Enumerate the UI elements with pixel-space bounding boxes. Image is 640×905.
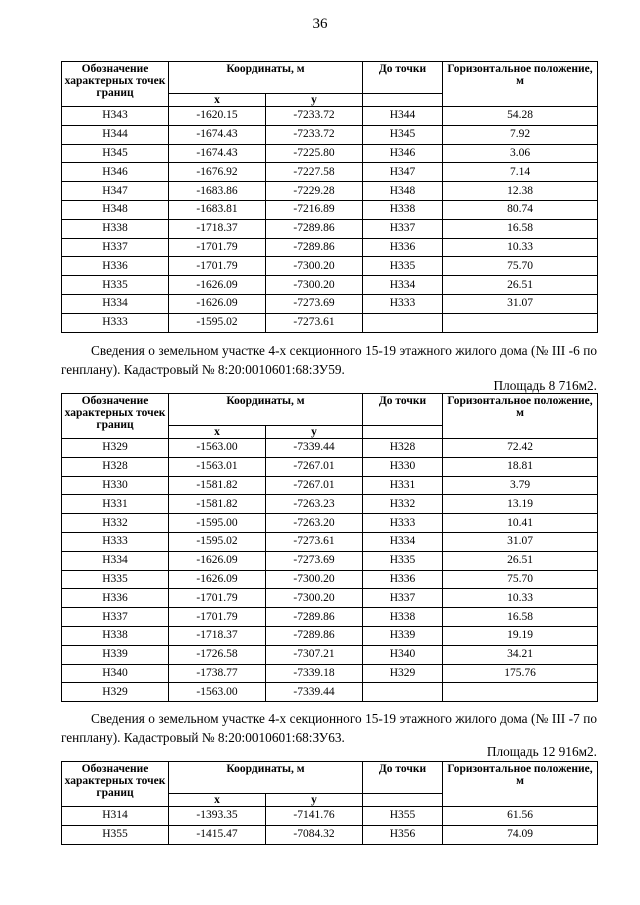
header-to-point: До точки: [363, 762, 443, 794]
cell-to-point: Н330: [363, 457, 443, 476]
cell-y: -7339.44: [266, 683, 363, 702]
cell-distance: 34.21: [443, 645, 598, 664]
cell-distance: 16.58: [443, 608, 598, 627]
cell-y: -7300.20: [266, 276, 363, 295]
cell-y: -7273.61: [266, 313, 363, 332]
cell-distance: 13.19: [443, 495, 598, 514]
cell-y: -7300.20: [266, 257, 363, 276]
cell-y: -7233.72: [266, 107, 363, 126]
cell-x: -1595.02: [169, 313, 266, 332]
cell-to-point: Н337: [363, 219, 443, 238]
header-y: у: [266, 794, 363, 807]
header-x: х: [169, 426, 266, 439]
cell-x: -1563.00: [169, 683, 266, 702]
header-point: Обозначение характерных точек границ: [62, 762, 169, 807]
cell-point: Н345: [62, 144, 169, 163]
cell-x: -1718.37: [169, 626, 266, 645]
cell-x: -1683.86: [169, 182, 266, 201]
cell-to-point: Н338: [363, 200, 443, 219]
header-distance: Горизонтальное положение, м: [443, 62, 598, 107]
cell-point: Н347: [62, 182, 169, 201]
table-row: [62, 570, 598, 589]
cell-x: -1701.79: [169, 608, 266, 627]
cell-y: -7289.86: [266, 626, 363, 645]
cell-distance: 7.92: [443, 125, 598, 144]
cell-point: Н339: [62, 645, 169, 664]
section-2-area: Площадь 8 716м2.: [493, 378, 597, 393]
cell-distance: 10.33: [443, 589, 598, 608]
cell-x: -1674.43: [169, 125, 266, 144]
cell-x: -1626.09: [169, 551, 266, 570]
coordinates-table-1: [61, 61, 598, 333]
cell-x: -1718.37: [169, 219, 266, 238]
header-x: х: [169, 94, 266, 107]
cell-point: Н335: [62, 570, 169, 589]
page-number: 36: [312, 16, 328, 32]
cell-x: -1683.81: [169, 200, 266, 219]
cell-y: -7267.01: [266, 457, 363, 476]
cell-y: -7289.86: [266, 238, 363, 257]
cell-distance: 12.38: [443, 182, 598, 201]
cell-x: -1563.01: [169, 457, 266, 476]
table-row: [62, 276, 598, 295]
cell-point: Н333: [62, 532, 169, 551]
table-row: [62, 144, 598, 163]
header-to-point-empty: [363, 426, 443, 439]
cell-to-point: Н344: [363, 107, 443, 126]
cell-y: -7289.86: [266, 219, 363, 238]
cell-distance: 75.70: [443, 570, 598, 589]
header-x: х: [169, 794, 266, 807]
cell-to-point: Н336: [363, 570, 443, 589]
cell-y: -7339.18: [266, 664, 363, 683]
cell-distance: 31.07: [443, 532, 598, 551]
cell-to-point: Н335: [363, 257, 443, 276]
section-3-paragraph: Сведения о земельном участке 4-х секционного 15-19 этажного жилого дома (№ III -7 по генплану). Кадастровый № 8:20:0010601:68:ЗУ63.: [61, 711, 597, 745]
cell-point: Н328: [62, 457, 169, 476]
cell-distance: 175.76: [443, 664, 598, 683]
cell-distance: 72.42: [443, 439, 598, 458]
cell-point: Н334: [62, 294, 169, 313]
cell-distance: 7.14: [443, 163, 598, 182]
table-row: [62, 439, 598, 458]
cell-point: Н335: [62, 276, 169, 295]
cell-distance: 16.58: [443, 219, 598, 238]
header-coords: Координаты, м: [169, 762, 363, 794]
cell-y: -7300.20: [266, 570, 363, 589]
cell-y: -7225.80: [266, 144, 363, 163]
header-y: у: [266, 426, 363, 439]
cell-x: -1626.09: [169, 276, 266, 295]
table-row: [62, 589, 598, 608]
cell-to-point: Н355: [363, 807, 443, 826]
cell-distance: 3.79: [443, 476, 598, 495]
cell-distance: [443, 683, 598, 702]
table-row: [62, 200, 598, 219]
cell-distance: 10.41: [443, 514, 598, 533]
cell-to-point: Н329: [363, 664, 443, 683]
cell-to-point: Н333: [363, 514, 443, 533]
coordinates-table-2: [61, 393, 598, 702]
section-2-paragraph: Сведения о земельном участке 4-х секционного 15-19 этажного жилого дома (№ III -6 по генплану). Кадастровый № 8:20:0010601:68:ЗУ59.: [61, 343, 597, 377]
cell-to-point: Н356: [363, 825, 443, 844]
cell-point: Н346: [62, 163, 169, 182]
cell-point: Н355: [62, 825, 169, 844]
cell-distance: 10.33: [443, 238, 598, 257]
cell-to-point: Н328: [363, 439, 443, 458]
header-coords: Координаты, м: [169, 62, 363, 94]
table-row: [62, 125, 598, 144]
table-row: [62, 645, 598, 664]
table-row: [62, 683, 598, 702]
cell-to-point: Н334: [363, 276, 443, 295]
cell-x: -1415.47: [169, 825, 266, 844]
table-row: [62, 807, 598, 826]
cell-to-point: Н348: [363, 182, 443, 201]
table-row: [62, 313, 598, 332]
cell-distance: [443, 313, 598, 332]
cell-y: -7227.58: [266, 163, 363, 182]
cell-to-point: Н335: [363, 551, 443, 570]
cell-distance: 26.51: [443, 551, 598, 570]
cell-y: -7273.69: [266, 551, 363, 570]
cell-y: -7273.61: [266, 532, 363, 551]
cell-to-point: [363, 683, 443, 702]
cell-point: Н331: [62, 495, 169, 514]
header-to-point: До точки: [363, 62, 443, 94]
section-2-text: [61, 341, 597, 379]
cell-distance: 31.07: [443, 294, 598, 313]
cell-x: -1620.15: [169, 107, 266, 126]
header-point: Обозначение характерных точек границ: [62, 62, 169, 107]
cell-x: -1393.35: [169, 807, 266, 826]
header-coords: Координаты, м: [169, 394, 363, 426]
header-to-point-empty: [363, 794, 443, 807]
cell-y: -7263.20: [266, 514, 363, 533]
cell-point: Н336: [62, 257, 169, 276]
cell-to-point: Н339: [363, 626, 443, 645]
table-row: [62, 608, 598, 627]
header-distance: Горизонтальное положение, м: [443, 394, 598, 439]
cell-to-point: Н345: [363, 125, 443, 144]
cell-x: -1676.92: [169, 163, 266, 182]
cell-x: -1563.00: [169, 439, 266, 458]
cell-y: -7263.23: [266, 495, 363, 514]
cell-x: -1674.43: [169, 144, 266, 163]
cell-point: Н332: [62, 514, 169, 533]
table-row: [62, 238, 598, 257]
section-3-area: Площадь 12 916м2.: [486, 744, 597, 759]
cell-distance: 80.74: [443, 200, 598, 219]
cell-to-point: Н347: [363, 163, 443, 182]
cell-y: -7307.21: [266, 645, 363, 664]
table-row: [62, 163, 598, 182]
table-row: [62, 514, 598, 533]
table-row: [62, 495, 598, 514]
cell-distance: 19.19: [443, 626, 598, 645]
cell-distance: 3.06: [443, 144, 598, 163]
cell-x: -1701.79: [169, 589, 266, 608]
cell-point: Н314: [62, 807, 169, 826]
cell-point: Н337: [62, 608, 169, 627]
cell-to-point: Н338: [363, 608, 443, 627]
cell-y: -7273.69: [266, 294, 363, 313]
table-row: [62, 476, 598, 495]
cell-y: -7289.86: [266, 608, 363, 627]
cell-to-point: Н340: [363, 645, 443, 664]
cell-x: -1701.79: [169, 238, 266, 257]
section-3-text: [61, 709, 597, 747]
cell-y: -7339.44: [266, 439, 363, 458]
cell-to-point: Н333: [363, 294, 443, 313]
header-to-point-empty: [363, 94, 443, 107]
cell-y: -7084.32: [266, 825, 363, 844]
cell-point: Н344: [62, 125, 169, 144]
cell-point: Н337: [62, 238, 169, 257]
header-distance: Горизонтальное положение, м: [443, 762, 598, 807]
cell-x: -1738.77: [169, 664, 266, 683]
cell-point: Н338: [62, 626, 169, 645]
table-row: [62, 182, 598, 201]
cell-distance: 18.81: [443, 457, 598, 476]
cell-x: -1581.82: [169, 476, 266, 495]
cell-y: -7267.01: [266, 476, 363, 495]
cell-point: Н336: [62, 589, 169, 608]
cell-point: Н348: [62, 200, 169, 219]
cell-y: -7216.89: [266, 200, 363, 219]
table-row: [62, 532, 598, 551]
table-row: [62, 551, 598, 570]
cell-point: Н338: [62, 219, 169, 238]
table-row: [62, 219, 598, 238]
cell-point: Н343: [62, 107, 169, 126]
cell-y: -7233.72: [266, 125, 363, 144]
cell-point: Н333: [62, 313, 169, 332]
cell-distance: 54.28: [443, 107, 598, 126]
cell-point: Н330: [62, 476, 169, 495]
cell-distance: 61.56: [443, 807, 598, 826]
table-row: [62, 257, 598, 276]
cell-point: Н334: [62, 551, 169, 570]
cell-x: -1626.09: [169, 570, 266, 589]
cell-x: -1726.58: [169, 645, 266, 664]
table-row: [62, 107, 598, 126]
table-row: [62, 825, 598, 844]
cell-to-point: [363, 313, 443, 332]
cell-distance: 75.70: [443, 257, 598, 276]
cell-y: -7300.20: [266, 589, 363, 608]
cell-to-point: Н346: [363, 144, 443, 163]
cell-point: Н329: [62, 439, 169, 458]
table-row: [62, 626, 598, 645]
table-row: [62, 457, 598, 476]
cell-y: -7141.76: [266, 807, 363, 826]
cell-to-point: Н334: [363, 532, 443, 551]
coordinates-table-3: [61, 761, 598, 845]
header-to-point: До точки: [363, 394, 443, 426]
cell-x: -1595.00: [169, 514, 266, 533]
cell-x: -1701.79: [169, 257, 266, 276]
header-y: у: [266, 94, 363, 107]
cell-point: Н340: [62, 664, 169, 683]
cell-y: -7229.28: [266, 182, 363, 201]
table-row: [62, 294, 598, 313]
cell-x: -1581.82: [169, 495, 266, 514]
cell-x: -1626.09: [169, 294, 266, 313]
cell-to-point: Н337: [363, 589, 443, 608]
header-point: Обозначение характерных точек границ: [62, 394, 169, 439]
cell-to-point: Н331: [363, 476, 443, 495]
table-row: [62, 664, 598, 683]
cell-point: Н329: [62, 683, 169, 702]
cell-to-point: Н332: [363, 495, 443, 514]
cell-to-point: Н336: [363, 238, 443, 257]
cell-distance: 26.51: [443, 276, 598, 295]
cell-distance: 74.09: [443, 825, 598, 844]
cell-x: -1595.02: [169, 532, 266, 551]
